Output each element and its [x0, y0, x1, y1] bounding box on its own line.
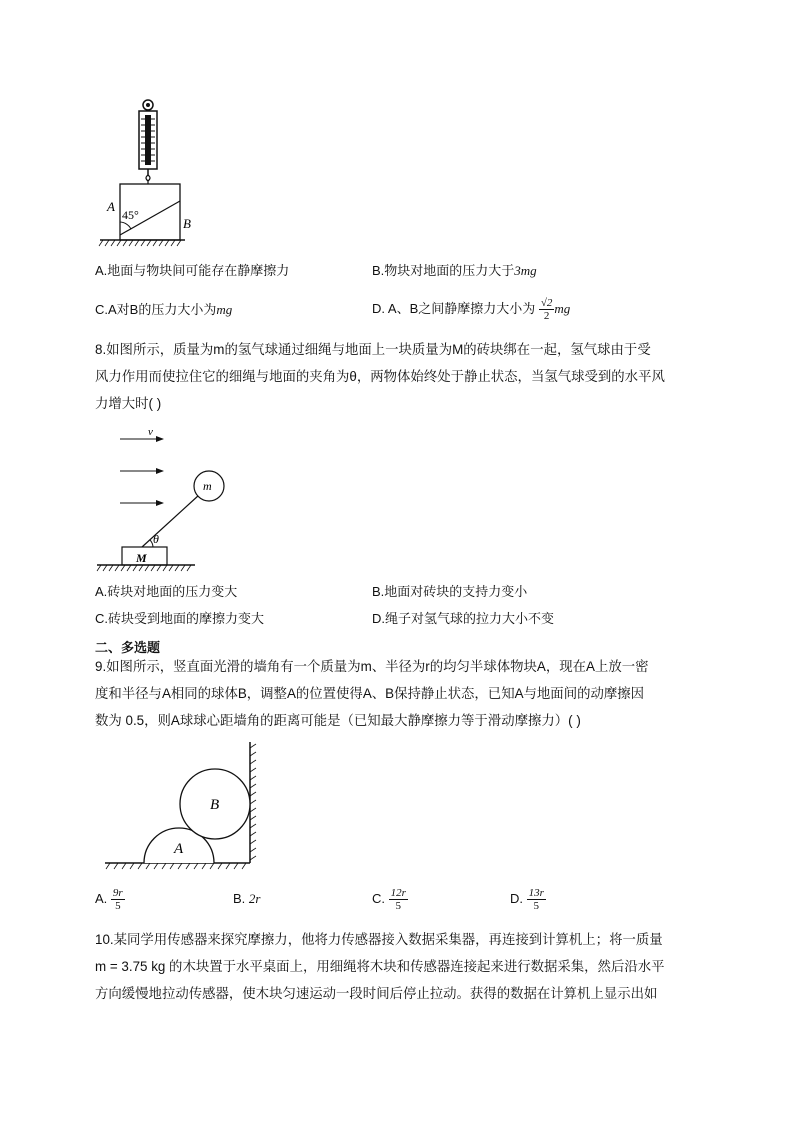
q8-stem: 8.如图所示，质量为m的氢气球通过细绳与地面上一块质量为M的砖块绑在一起，氢气球由于受 风力作用而使拉住它的细绳与地面的夹角为θ，两物体始终处于静止状态，当氢气球受到的水平风 力增大时( ) — [95, 342, 665, 411]
q9-option-d: D. $\frac{13r}{5}$ — [510, 887, 544, 913]
q7-option-d: D. A、B之间静摩擦力大小为 $\frac{√2}{2}$ mg — [372, 297, 571, 323]
label-angle: 45° — [122, 208, 139, 222]
spring-scale-figure — [95, 95, 191, 250]
q7-option-b: B.物块对地面的压力大于3mg — [372, 263, 537, 278]
section-title: 二、多选题 — [95, 640, 161, 655]
q9-stem: 9.如图所示，竖直面光滑的墙角有一个质量为m、半径为r的均匀半球体物块A，现在A上放一密 度和半径与A相同的球体B，调整A的位置使得A、B保持静止状态，已知A与地面间的动摩擦因 数为 0.5，则A球球心距墙角的距离可能是（已知最大静摩擦力等于滑动摩擦力）( ) — [95, 659, 649, 728]
sphere-corner-figure — [100, 740, 260, 870]
q10-stem: 10.某同学用传感器来探究摩擦力，他将力传感器接入数据采集器，再连接到计算机上；将一质量 m = 3.75 kg 的木块置于水平桌面上，用细绳将木块和传感器连接起来进行数据采集，然后沿水平 方向缓慢地拉动传感器，使木块匀速运动一段时间后停止拉动。获得的数据在计算机上显示出如 — [95, 932, 665, 1001]
q9-option-b: B. 2r — [233, 891, 261, 906]
q7-option-a: A.地面与物块间可能存在静摩擦力 — [95, 263, 290, 278]
label-M: M — [136, 551, 147, 565]
q7-option-c: C.A对B的压力大小为mg — [95, 302, 233, 317]
q8-option-a: A.砖块对地面的压力变大 — [95, 584, 238, 599]
q8-option-d: D.绳子对氢气球的拉力大小不变 — [372, 611, 555, 626]
q8-option-b: B.地面对砖块的支持力变小 — [372, 584, 528, 599]
label-a: A — [107, 199, 115, 214]
q9-option-c: C. $\frac{12r}{5}$ — [372, 887, 406, 913]
balloon-figure — [95, 425, 245, 575]
fraction: $\frac{√2}{2}$ — [540, 297, 553, 323]
label-B: B — [210, 797, 220, 813]
q8-option-c: C.砖块受到地面的摩擦力变大 — [95, 611, 265, 626]
label-b: B — [183, 216, 191, 231]
label-m: m — [203, 479, 212, 493]
label-theta: θ — [153, 532, 159, 546]
label-A: A — [174, 841, 184, 857]
label-v: v — [148, 426, 153, 438]
q9-option-a: A. $\frac{9r}{5}$ — [95, 887, 123, 913]
